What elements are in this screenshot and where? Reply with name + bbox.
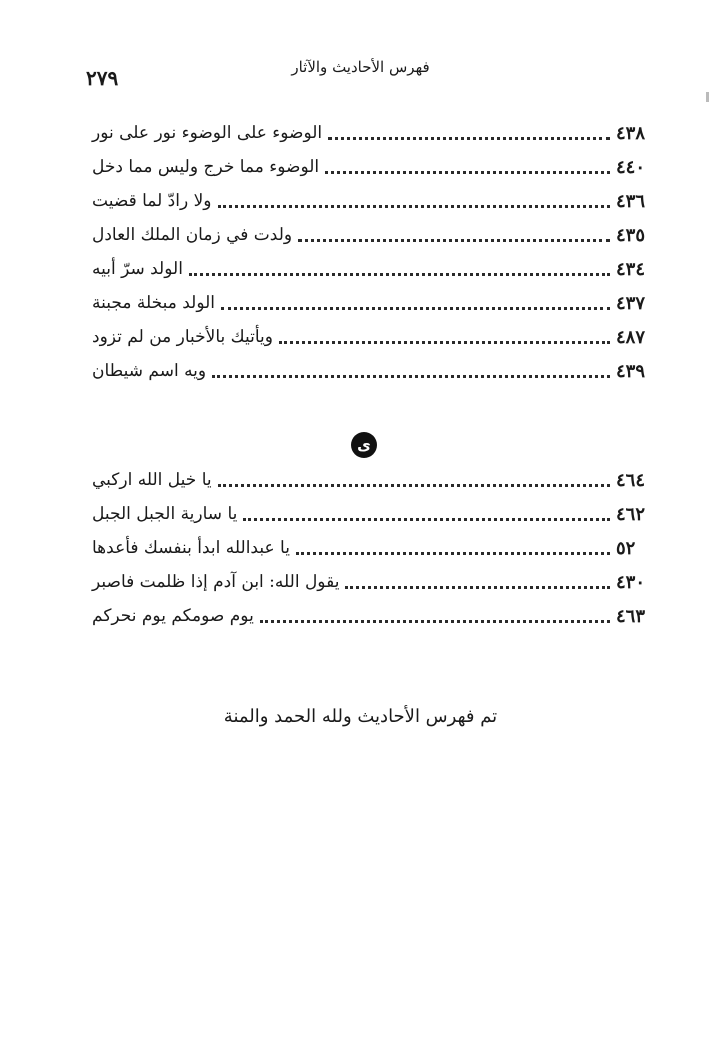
scan-margin-mark xyxy=(706,92,709,102)
entry-text: ويأتيك بالأخبار من لم تزود xyxy=(92,327,273,347)
section-ya xyxy=(86,463,656,633)
entry-page-number: ٤٣٧ xyxy=(616,292,646,314)
entry-text: ويه اسم شيطان xyxy=(92,361,207,381)
entry-page-number: ٤٤٠ xyxy=(616,156,646,178)
section-letter-badge: ى xyxy=(351,432,377,458)
index-entry xyxy=(86,320,656,354)
entry-text: الوضوء على الوضوء نور على نور xyxy=(92,123,323,143)
entry-page-number: ٤٣٠ xyxy=(616,571,646,593)
closing-note: تم فهرس الأحاديث ولله الحمد والمنة xyxy=(223,706,498,727)
entry-text: يقول الله: ابن آدم إذا ظلمت فاصبر xyxy=(92,572,340,592)
index-entry xyxy=(86,497,656,531)
leader-dots xyxy=(298,239,610,242)
entry-text: يا خيل الله اركبي xyxy=(92,470,212,490)
index-entry xyxy=(86,463,656,497)
entry-page-number: ٤٨٧ xyxy=(616,326,646,348)
index-entry xyxy=(86,531,656,565)
entry-page-number: ٤٦٤ xyxy=(616,469,646,491)
leader-dots xyxy=(296,552,610,555)
index-entry xyxy=(86,354,656,388)
index-entry xyxy=(86,565,656,599)
leader-dots xyxy=(325,171,610,174)
entry-text: الوضوء مما خرج وليس مما دخل xyxy=(92,157,320,177)
leader-dots xyxy=(218,484,610,487)
entry-text: يوم صومكم يوم نحركم xyxy=(92,606,254,626)
entry-page-number: ٤٣٤ xyxy=(616,258,646,280)
entry-page-number: ٤٦٢ xyxy=(616,503,646,525)
index-entry xyxy=(86,184,656,218)
leader-dots xyxy=(260,620,610,623)
leader-dots xyxy=(345,586,610,589)
leader-dots xyxy=(279,341,610,344)
entry-text: الولد مبخلة مجبنة xyxy=(92,293,216,313)
index-entry xyxy=(86,116,656,150)
index-entry xyxy=(86,252,656,286)
index-entry xyxy=(86,599,656,633)
leader-dots xyxy=(221,307,610,310)
section-waw xyxy=(86,116,656,388)
page-title: فهرس الأحاديث والآثار xyxy=(291,58,430,76)
index-entry xyxy=(86,286,656,320)
index-entry xyxy=(86,150,656,184)
entry-text: ولا رادّ لما قضيت xyxy=(92,191,212,211)
page-number: ٢٧٩ xyxy=(86,66,119,90)
entry-page-number: ٤٣٩ xyxy=(616,360,646,382)
entry-page-number: ٥٢ xyxy=(616,537,636,559)
entry-page-number: ٤٦٣ xyxy=(616,605,646,627)
leader-dots xyxy=(243,518,610,521)
entry-page-number: ٤٣٦ xyxy=(616,190,646,212)
leader-dots xyxy=(212,375,610,378)
entry-page-number: ٤٣٥ xyxy=(616,224,646,246)
entry-page-number: ٤٣٨ xyxy=(616,122,646,144)
index-entry xyxy=(86,218,656,252)
leader-dots xyxy=(189,273,610,276)
entry-text: الولد سرّ أبيه xyxy=(92,259,183,279)
leader-dots xyxy=(218,205,611,208)
entry-text: يا عبدالله ابدأ بنفسك فأعدها xyxy=(92,538,290,558)
entry-text: يا سارية الجبل الجبل xyxy=(92,504,238,524)
leader-dots xyxy=(328,137,610,140)
entry-text: ولدت في زمان الملك العادل xyxy=(92,225,293,245)
